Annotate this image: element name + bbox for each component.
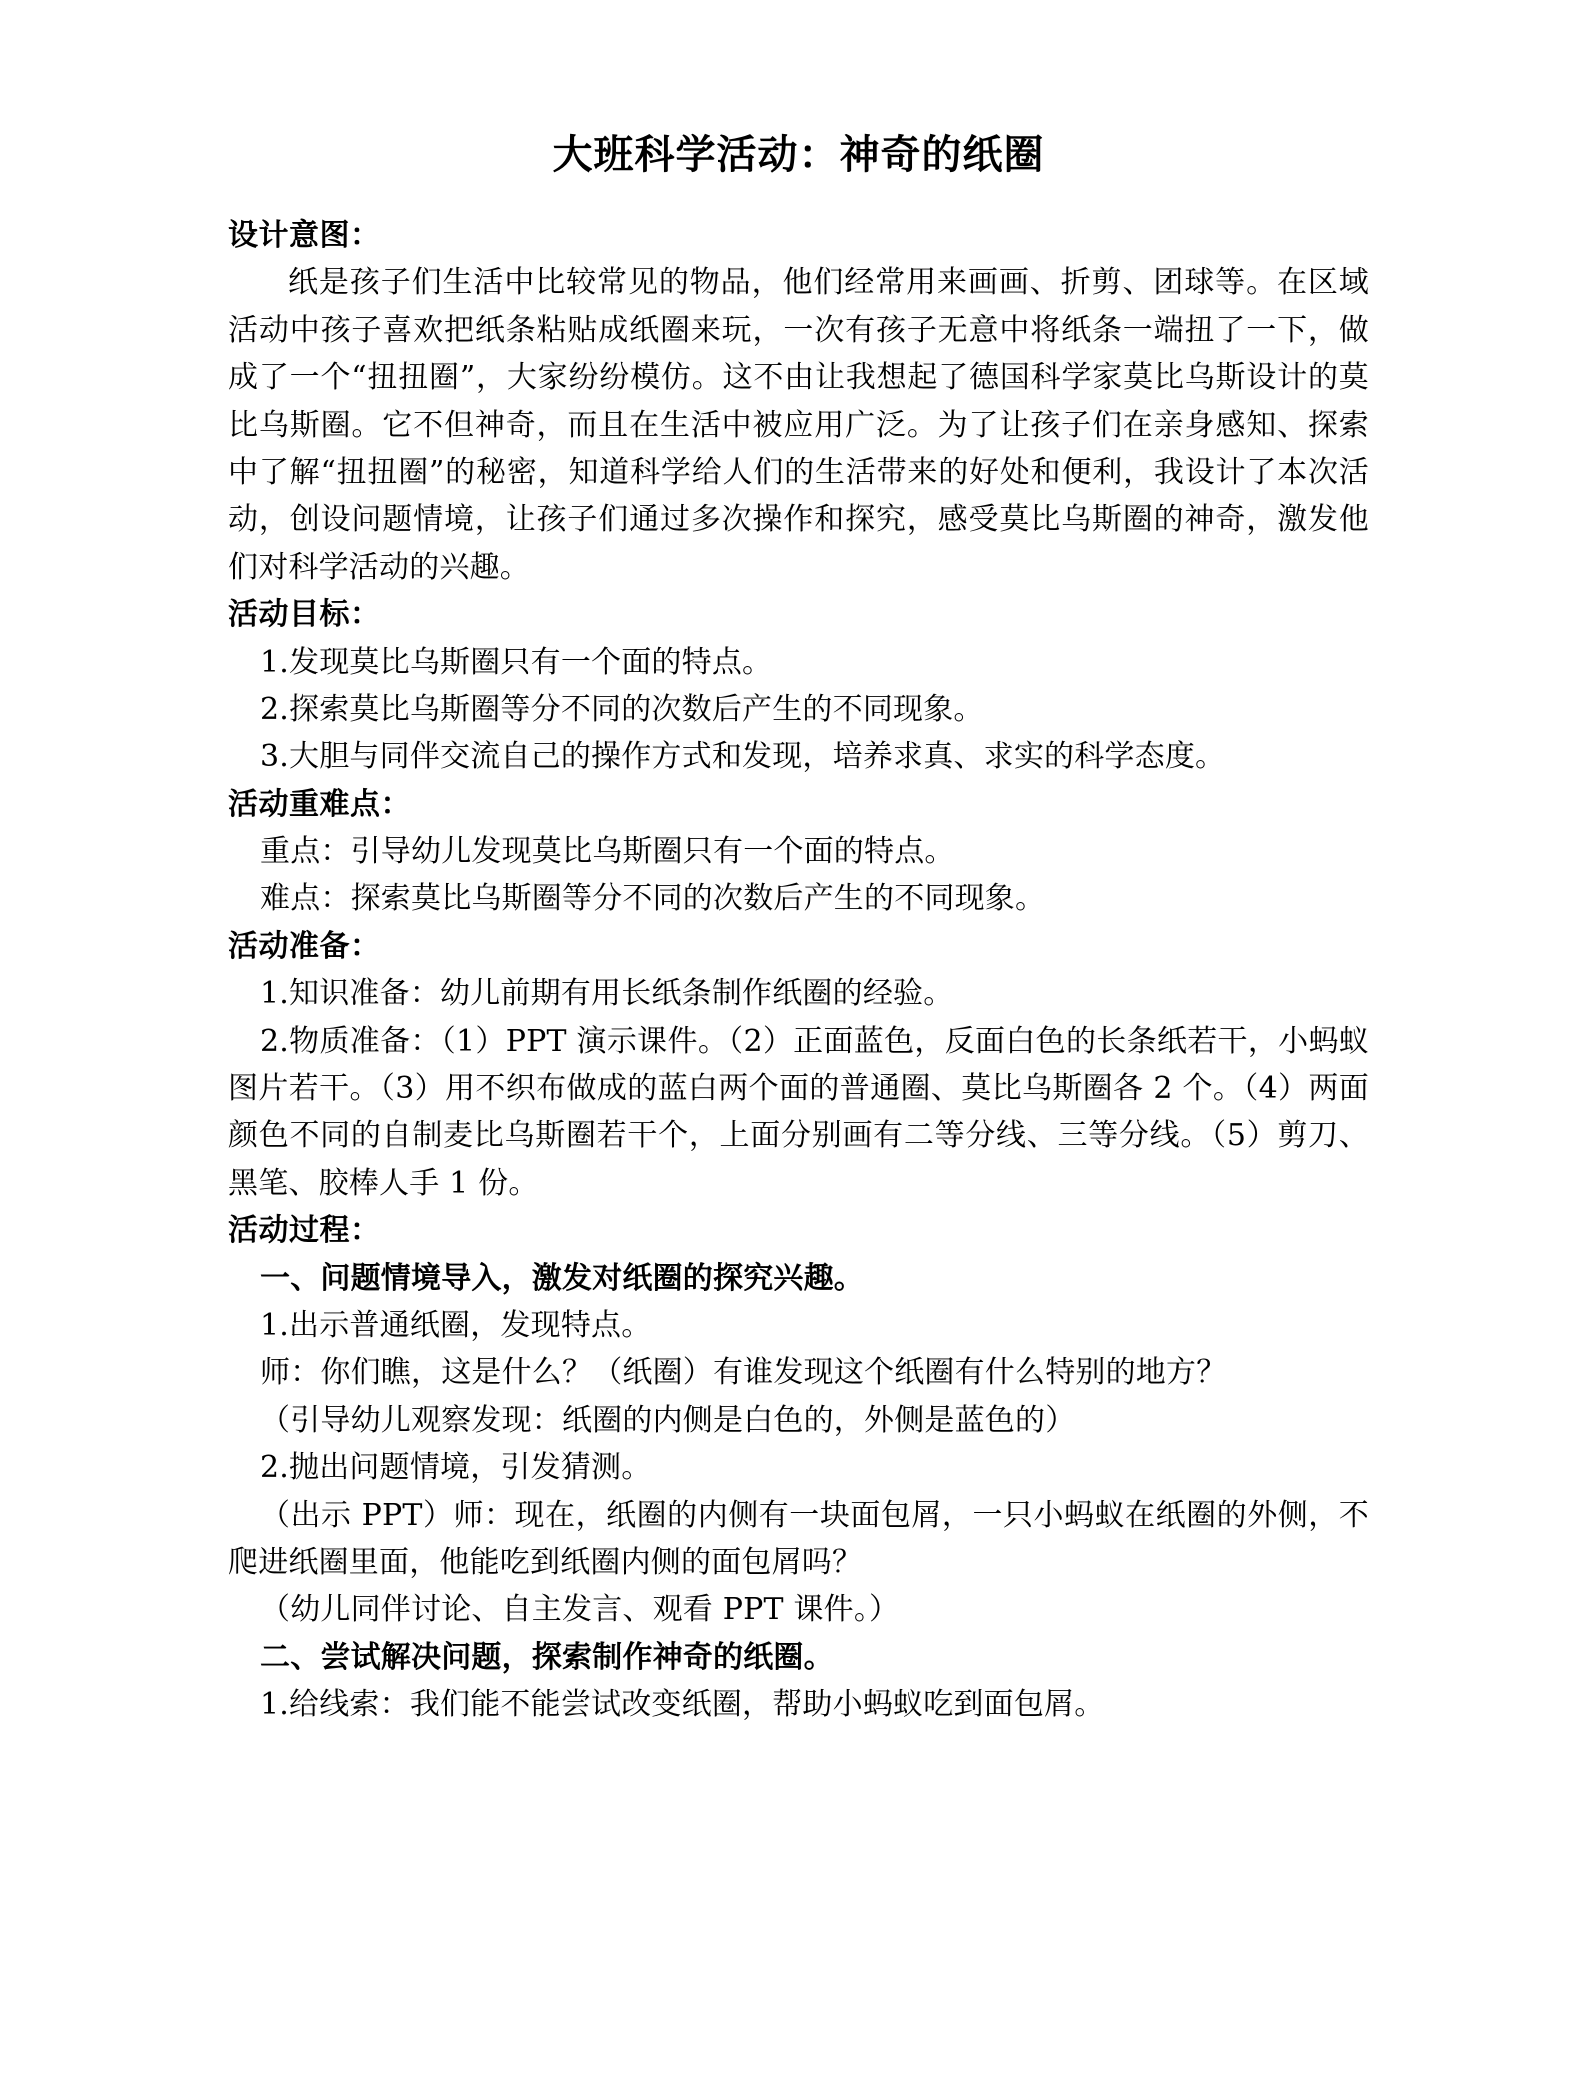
- process-step-two-item-1: 1.给线索：我们能不能尝试改变纸圈，帮助小蚂蚁吃到面包屑。: [260, 1687, 1105, 1723]
- process-teacher-line-1: 师：你们瞧，这是什么？（纸圈）有谁发现这个纸圈有什么特别的地方？: [260, 1355, 1227, 1391]
- process-step-one-item-1: 1.出示普通纸圈，发现特点。: [260, 1307, 652, 1343]
- section-activity-preparation: [228, 923, 1369, 1207]
- page-title: 大班科学活动：神奇的纸圈: [552, 131, 1045, 178]
- process-step-one-item-2: 2.抛出问题情境，引发猜测。: [260, 1450, 652, 1486]
- process-step-one-heading: 一、问题情境导入，激发对纸圈的探究兴趣。: [260, 1260, 864, 1296]
- key-point-line: 重点：引导幼儿发现莫比乌斯圈只有一个面的特点。: [260, 834, 955, 870]
- section-design-intent: [228, 212, 1369, 591]
- process-guidance-note-1: （引导幼儿观察发现：纸圈的内侧是白色的，外侧是蓝色的）: [260, 1402, 1076, 1438]
- section-activity-process: [228, 1207, 1369, 1728]
- section-heading-activity-preparation: 活动准备：: [228, 928, 381, 964]
- goal-item-1: 1.发现莫比乌斯圈只有一个面的特点。: [260, 644, 773, 680]
- goal-item-2: 2.探索莫比乌斯圈等分不同的次数后产生的不同现象。: [260, 691, 984, 727]
- process-guidance-note-2: （幼儿同伴讨论、自主发言、观看 PPT 课件。）: [260, 1592, 900, 1628]
- section-heading-activity-goals: 活动目标：: [228, 597, 381, 633]
- section-heading-design-intent: 设计意图：: [228, 218, 381, 253]
- section-heading-key-difficult-points: 活动重难点：: [228, 786, 411, 822]
- section-activity-goals: [228, 591, 1369, 781]
- section-heading-activity-process: 活动过程：: [228, 1213, 381, 1249]
- section-key-difficult-points: [228, 781, 1369, 923]
- preparation-item-2: 2.物质准备：（1）PPT 演示课件。（2）正面蓝色，反面白色的长条纸若干，小蚂蚁图片若干。（3）用不织布做成的蓝白两个面的普通圈、莫比乌斯圈各 2 个。（4）两面颜色不同的自制麦比乌斯圈若干个，上面分别画有二等分线、三等分线。（5）剪刀、黑笔、胶棒人手 1 份。: [228, 1023, 1369, 1201]
- goal-item-3: 3.大胆与同伴交流自己的操作方式和发现，培养求真、求实的科学态度。: [260, 739, 1226, 775]
- process-step-two-heading: 二、尝试解决问题，探索制作神奇的纸圈。: [260, 1639, 834, 1675]
- paragraph-design-intent: 纸是孩子们生活中比较常见的物品，他们经常用来画画、折剪、团球等。在区域活动中孩子喜欢把纸条粘贴成纸圈来玩，一次有孩子无意中将纸条一端扭了一下，做成了一个“扭扭圈”，大家纷纷模仿。这不由让我想起了德国科学家莫比乌斯设计的莫比乌斯圈。它不但神奇，而且在生活中被应用广泛。为了让孩子们在亲身感知、探索中了解“扭扭圈”的秘密，知道科学给人们的生活带来的好处和便利，我设计了本次活动，创设问题情境，让孩子们通过多次操作和探究，感受莫比乌斯圈的神奇，激发他们对科学活动的兴趣。: [228, 265, 1369, 585]
- preparation-item-1: 1.知识准备：幼儿前期有用长纸条制作纸圈的经验。: [260, 976, 954, 1012]
- difficult-point-line: 难点：探索莫比乌斯圈等分不同的次数后产生的不同现象。: [260, 881, 1046, 917]
- process-teacher-line-2: （出示 PPT）师：现在，纸圈的内侧有一块面包屑，一只小蚂蚁在纸圈的外侧，不爬进纸圈里面，他能吃到纸圈内侧的面包屑吗？: [228, 1497, 1369, 1580]
